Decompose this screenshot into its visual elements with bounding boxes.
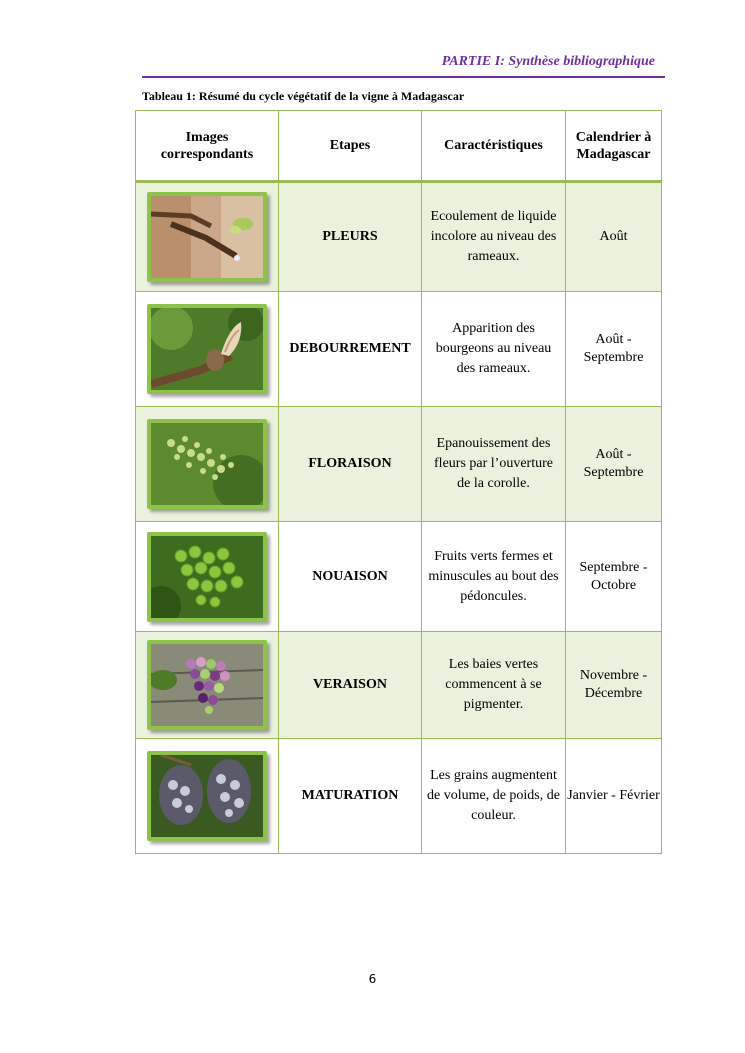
stage-description: Apparition des bourgeons au niveau des rameaux. <box>422 292 566 407</box>
image-cell <box>136 292 279 407</box>
stage-calendar: Novembre - Décembre <box>566 632 662 739</box>
table-row <box>136 522 662 632</box>
stage-calendar: Janvier - Février <box>566 739 662 854</box>
stage-name: DEBOURREMENT <box>279 292 422 407</box>
stage-description: Ecoulement de liquide incolore au niveau des rameaux. <box>422 182 566 292</box>
image-cell <box>136 407 279 522</box>
bud-sap-photo <box>147 192 267 282</box>
table-row <box>136 182 662 292</box>
stage-name: MATURATION <box>279 739 422 854</box>
stage-name: VERAISON <box>279 632 422 739</box>
page-header <box>142 52 665 78</box>
table-caption: Tableau 1: Résumé du cycle végétatif de la vigne à Madagascar <box>142 89 465 103</box>
image-cell <box>136 182 279 292</box>
header-calendar: Calendrier à Madagascar <box>566 111 662 182</box>
fruit-set-photo <box>147 532 267 622</box>
stage-calendar: Août - Septembre <box>566 407 662 522</box>
image-cell <box>136 739 279 854</box>
table-header-row <box>136 111 662 182</box>
stage-name: FLORAISON <box>279 407 422 522</box>
header-characteristics: Caractéristiques <box>422 111 566 182</box>
stage-description: Epanouissement des fleurs par l’ouverture de la corolle. <box>422 407 566 522</box>
budburst-photo <box>147 304 267 394</box>
stage-calendar: Août - Septembre <box>566 292 662 407</box>
flowering-photo <box>147 419 267 509</box>
table-row <box>136 632 662 739</box>
table-row <box>136 739 662 854</box>
table-row <box>136 407 662 522</box>
stage-name: PLEURS <box>279 182 422 292</box>
maturation-photo <box>147 751 267 841</box>
image-cell <box>136 632 279 739</box>
header-images: Images correspondants <box>136 111 279 182</box>
table-row <box>136 292 662 407</box>
stage-name: NOUAISON <box>279 522 422 632</box>
stage-calendar: Septembre - Octobre <box>566 522 662 632</box>
page-number: 6 <box>368 972 377 986</box>
stage-description: Les baies vertes commencent à se pigmenter. <box>422 632 566 739</box>
stage-description: Fruits verts fermes et minuscules au bout des pédoncules. <box>422 522 566 632</box>
image-cell <box>136 522 279 632</box>
section-title: PARTIE I: Synthèse bibliographique <box>441 54 655 69</box>
stage-calendar: Août <box>566 182 662 292</box>
stage-description: Les grains augmentent de volume, de poids, de couleur. <box>422 739 566 854</box>
veraison-photo <box>147 640 267 730</box>
vine-cycle-table <box>135 110 662 854</box>
header-stages: Etapes <box>279 111 422 182</box>
